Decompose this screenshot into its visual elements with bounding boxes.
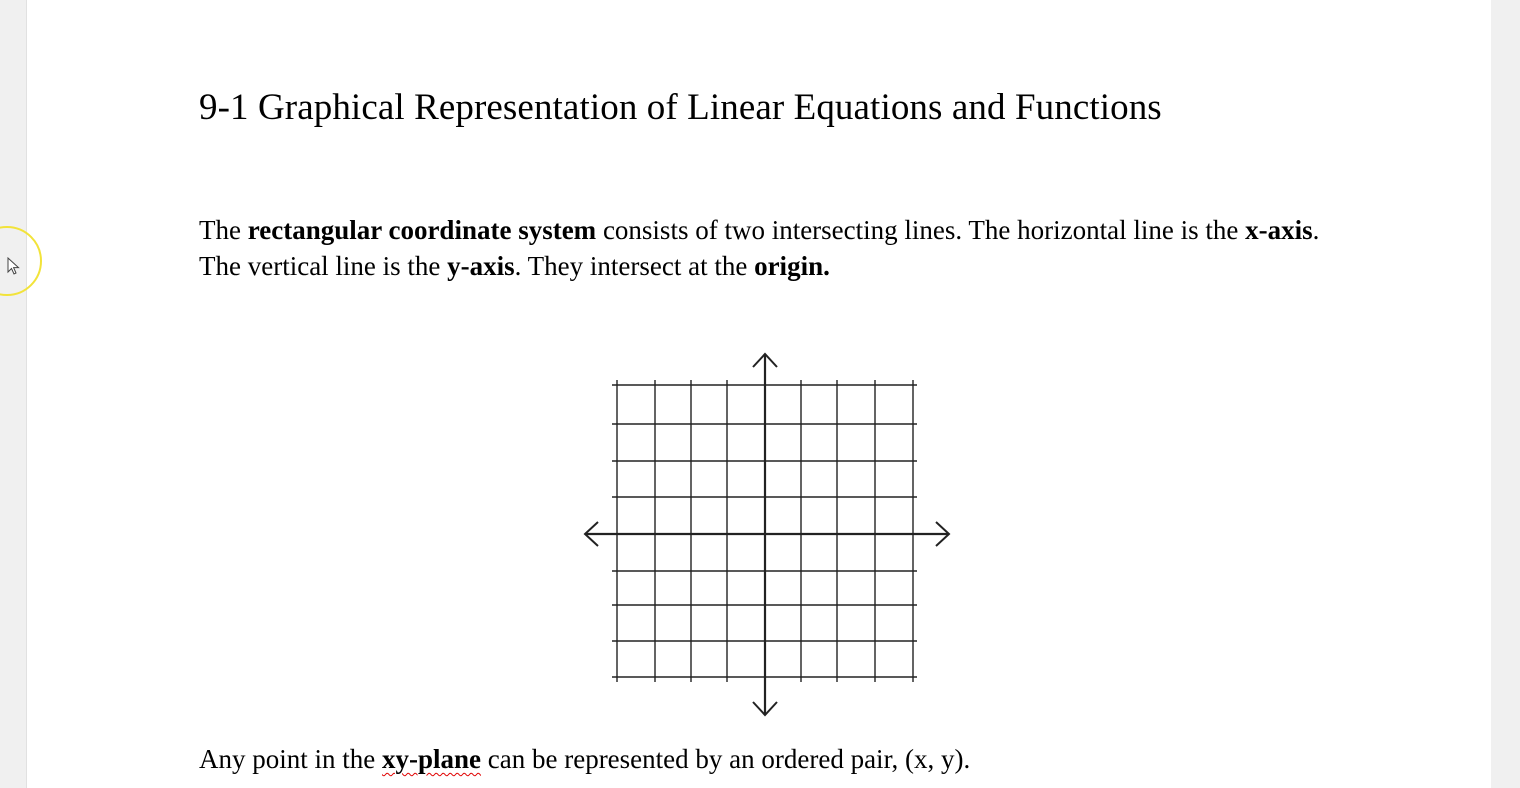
mouse-pointer-icon	[7, 257, 21, 277]
section-heading: 9-1 Graphical Representation of Linear Equations and Functions	[199, 87, 1162, 128]
text-run: can be represented by an ordered pair, (x, y).	[481, 744, 971, 774]
xy-plane-paragraph[interactable]	[199, 741, 970, 777]
text-run: . They intersect at the	[514, 251, 755, 281]
right-margin-strip	[1491, 0, 1520, 788]
text-run: consists of two intersecting lines. The horizontal line is the	[596, 215, 1246, 245]
coordinate-grid-icon	[557, 340, 967, 725]
text-run: The	[199, 215, 248, 245]
term-xy-plane: xy-plane	[382, 744, 482, 774]
text-run: . The vertical line is the	[199, 215, 1320, 281]
document-page[interactable]	[26, 0, 1492, 788]
intro-paragraph[interactable]	[199, 212, 1339, 284]
coordinate-grid-image[interactable]	[557, 340, 967, 725]
term-x-axis: x-axis	[1245, 215, 1313, 245]
term-y-axis: y-axis	[447, 251, 515, 281]
term-rectangular-coordinate-system: rectangular coordinate system	[247, 215, 597, 245]
text-run: Any point in the	[199, 744, 382, 774]
term-origin: origin.	[754, 251, 830, 281]
